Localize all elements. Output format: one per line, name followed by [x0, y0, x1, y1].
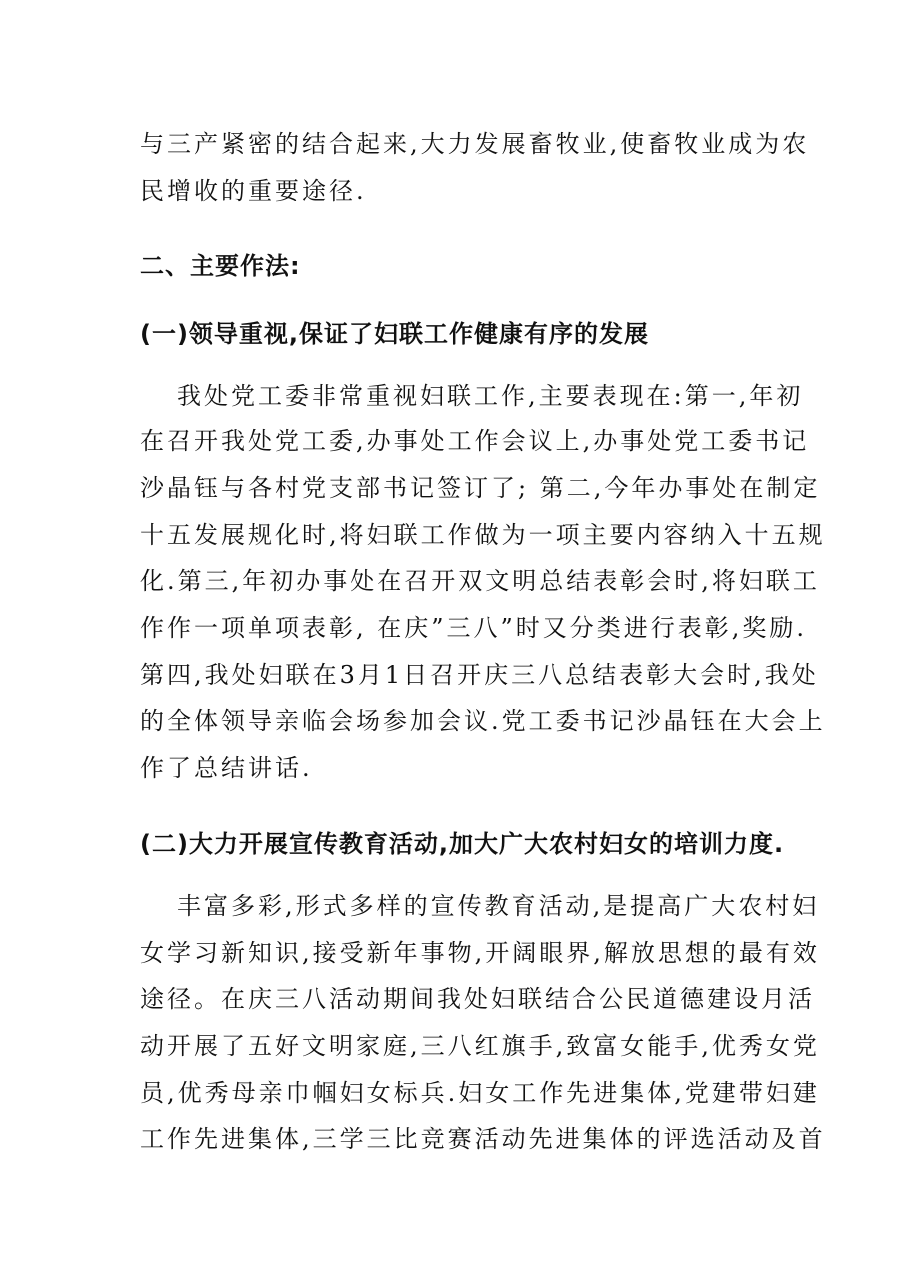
paragraph-line: 丰富多彩,形式多样的宣传教育活动,是提高广大农村妇: [177, 892, 820, 920]
paragraph-line: 女学习新知识,接受新年事物,开阔眼界,解放思想的最有效: [140, 939, 820, 967]
paragraph-line: 与三产紧密的结合起来,大力发展畜牧业,使畜牧业成为农: [140, 130, 810, 158]
paragraph-line: 的全体领导亲临会场参加会议.党工委书记沙晶钰在大会上: [140, 707, 826, 735]
paragraph-line: 途径。在庆三八活动期间我处妇联结合公民道德建设月活: [140, 985, 815, 1013]
subsection-heading-2: (二)大力开展宣传教育活动,加大广大农村妇女的培训力度.: [140, 830, 785, 858]
paragraph-line: 作作一项单项表彰, 在庆”三八”时又分类进行表彰,奖励.: [140, 614, 808, 642]
paragraph-line: 动开展了五好文明家庭,三八红旗手,致富女能手,优秀女党: [140, 1032, 820, 1060]
section-heading: 二、主要作法:: [140, 252, 301, 280]
subsection-heading-1: (一)领导重视,保证了妇联工作健康有序的发展: [140, 320, 650, 348]
paragraph-line: 沙晶钰与各村党支部书记签订了; 第二,今年办事处在制定: [140, 474, 821, 502]
paragraph-line: 民增收的重要途径.: [140, 177, 367, 205]
paragraph-line: 第四,我处妇联在3月1日召开庆三八总结表彰大会时,我处: [140, 661, 819, 689]
paragraph-line: 我处党工委非常重视妇联工作,主要表现在:第一,年初: [177, 382, 804, 410]
paragraph-line: 化.第三,年初办事处在召开双文明总结表彰会时,将妇联工: [140, 567, 820, 595]
paragraph-line: 员,优秀母亲巾帼妇女标兵.妇女工作先进集体,党建带妇建: [140, 1079, 820, 1107]
paragraph-line: 十五发展规化时,将妇联工作做为一项主要内容纳入十五规: [140, 521, 826, 549]
paragraph-line: 作了总结讲话.: [140, 754, 313, 782]
paragraph-line: 在召开我处党工委,办事处工作会议上,办事处党工委书记: [140, 427, 810, 455]
paragraph-line: 工作先进集体,三学三比竞赛活动先进集体的评选活动及首: [140, 1125, 826, 1153]
